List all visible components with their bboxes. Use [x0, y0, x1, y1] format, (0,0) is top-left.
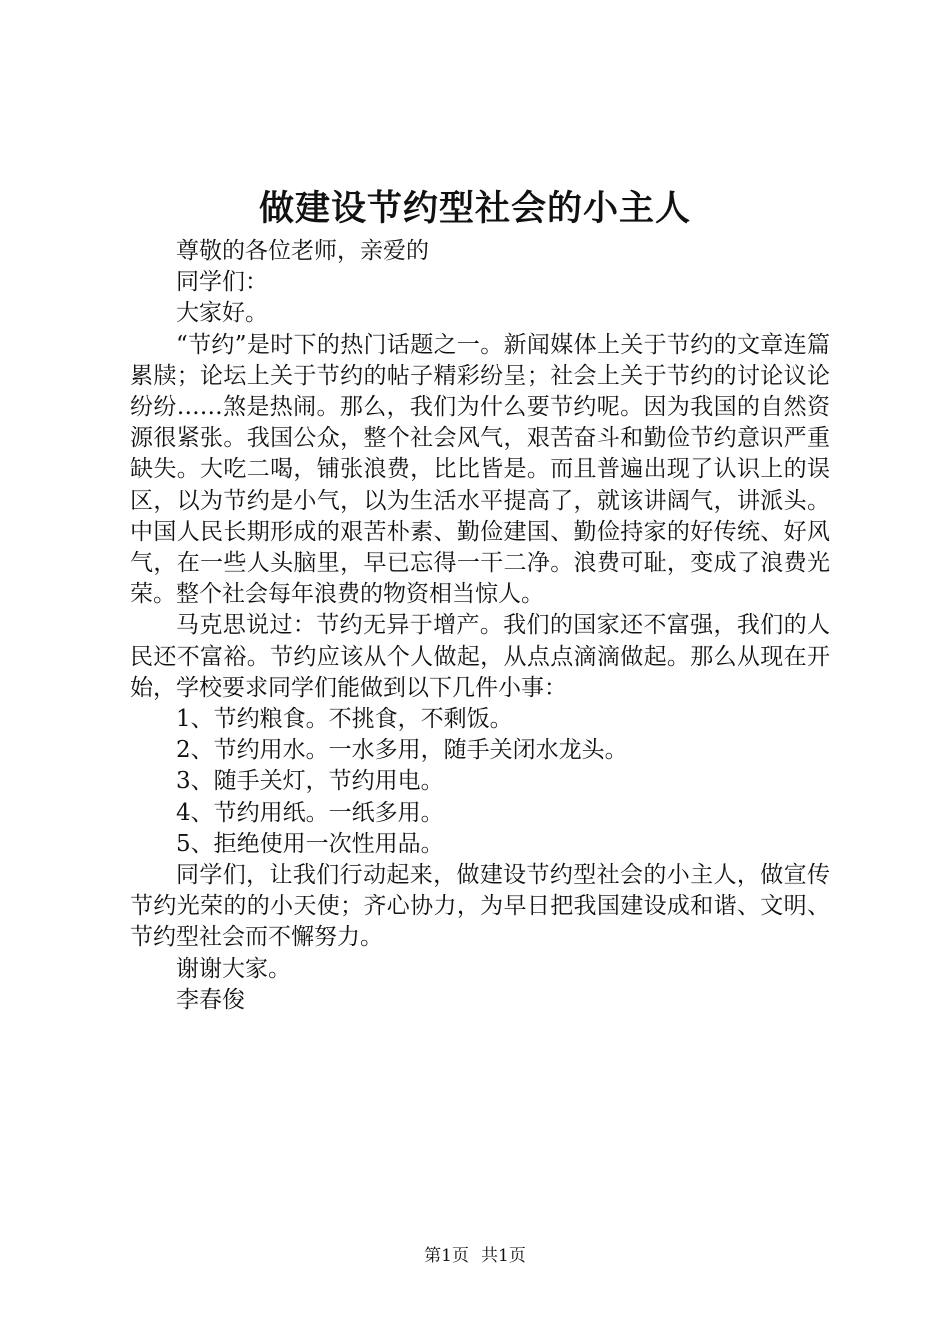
list-item: 2、节约用水。一水多用，随手关闭水龙头。	[176, 737, 628, 764]
list-item: 1、节约粮食。不挑食，不剩饭。	[176, 706, 513, 733]
greeting-line: 大家好。	[176, 300, 268, 327]
document-title: 做建设节约型社会的小主人	[258, 188, 691, 229]
body-paragraph: 马克思说过：节约无异于增产。我们的国家还不富强，我们的人民还不富裕。节约应该从个人做起，从点点滴滴做起。那么从现在开始，学校要求同学们能做到以下几件小事：	[130, 612, 830, 701]
author-name: 李春俊	[176, 986, 245, 1013]
greeting-line: 尊敬的各位老师，亲爱的	[176, 238, 429, 264]
page-number: 第1页	[424, 1246, 469, 1266]
greeting-line: 同学们：	[176, 269, 268, 296]
page-footer	[0, 1244, 950, 1268]
list-item: 4、节约用纸。一纸多用。	[176, 799, 444, 826]
list-item: 3、随手关灯，节约用电。	[176, 768, 444, 795]
list-item: 5、拒绝使用一次性用品。	[176, 830, 444, 857]
body-paragraph: “节约”是时下的热门话题之一。新闻媒体上关于节约的文章连篇累牍；论坛上关于节约的帖子精彩纷呈；社会上关于节约的讨论议论纷纷……煞是热闹。那么，我们为什么要节约呢。因为我国的自然资源很紧张。我国公众，整个社会风气，艰苦奋斗和勤俭节约意识严重缺失。大吃二喝，铺张浪费，比比皆是。而且普遍出现了认识上的误区，以为节约是小气，以为生活水平提高了，就该讲阔气，讲派头。中国人民长期形成的艰苦朴素、勤俭建国、勤俭持家的好传统、好风气，在一些人头脑里，早已忘得一干二净。浪费可耻，变成了浪费光荣。整个社会每年浪费的物资相当惊人。	[130, 331, 830, 608]
document-body	[130, 236, 830, 1016]
page-total: 共1页	[481, 1246, 526, 1266]
closing-line: 谢谢大家。	[176, 955, 291, 982]
body-paragraph: 同学们，让我们行动起来，做建设节约型社会的小主人，做宣传节约光荣的的小天使；齐心协力，为早日把我国建设成和谐、文明、节约型社会而不懈努力。	[130, 862, 830, 951]
